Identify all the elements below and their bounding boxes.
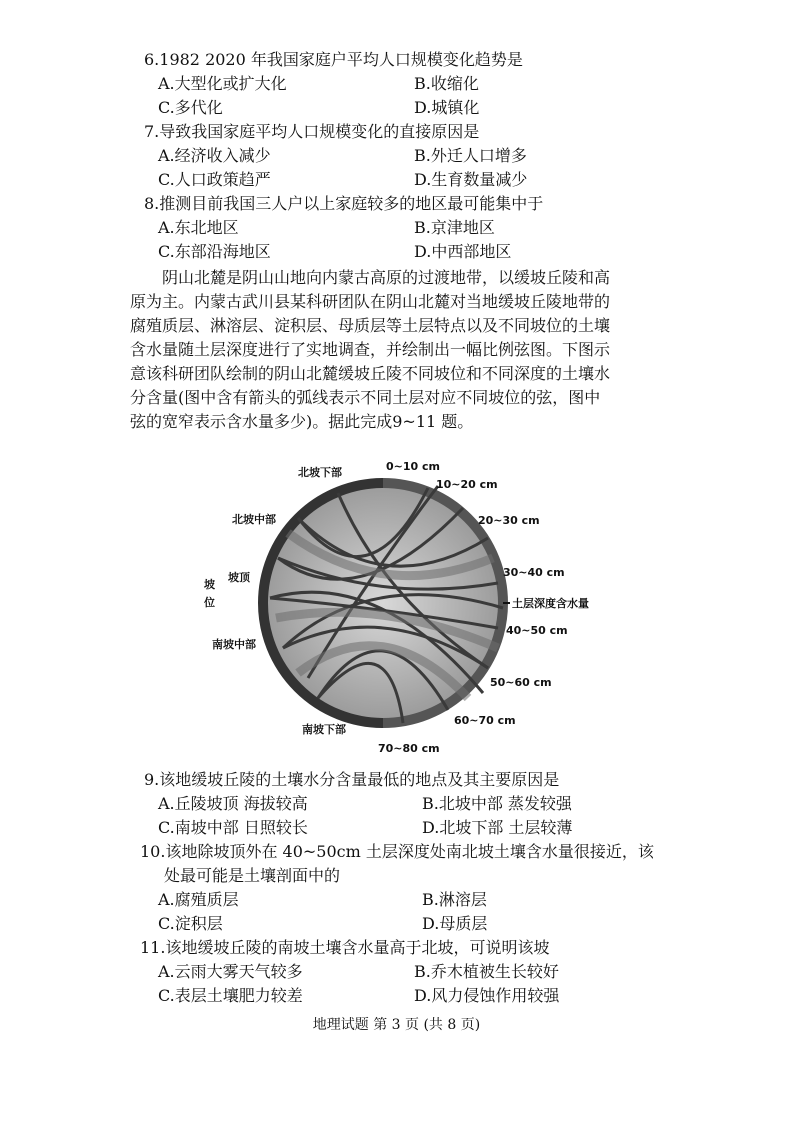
passage-line: 含水量随土层深度进行了实地调查，并绘制出一幅比例弦图。下图示 [130,340,611,359]
question-10-stem-cont: 处最可能是土壤剖面中的 [164,866,341,885]
label-depth-10-20: 10~20 cm [436,478,498,491]
question-10-stem: 10.该地除坡顶外在 40~50cm 土层深度处南北坡土壤含水量很接近，该 [140,842,654,861]
label-depth-30-40: 30~40 cm [503,566,565,579]
question-11-option-c[interactable]: C.表层土壤肥力较差 [158,986,303,1005]
question-10-option-d[interactable]: D.母质层 [422,914,488,933]
question-9-option-a[interactable]: A.丘陵坡顶 海拔较高 [158,794,308,813]
passage-line: 弦的宽窄表示含水量多少)。据此完成9~11 题。 [130,412,474,431]
axis-label-slope-2: 位 [204,596,215,609]
question-8-option-c[interactable]: C.东部沿海地区 [158,242,271,261]
passage-line: 腐殖质层、淋溶层、淀积层、母质层等土层特点以及不同坡位的土壤 [130,316,611,335]
label-depth-50-60: 50~60 cm [490,676,552,689]
passage-line: 分含量(图中含有箭头的弧线表示不同土层对应不同坡位的弦，图中 [130,388,601,407]
label-top: 坡顶 [228,571,250,584]
question-7-option-a[interactable]: A.经济收入减少 [158,146,271,165]
chord-diagram [198,448,608,768]
question-10-option-a[interactable]: A.腐殖质层 [158,890,239,909]
label-depth-70-80: 70~80 cm [378,742,440,755]
label-depth-20-30: 20~30 cm [478,514,540,527]
question-11-stem: 11.该地缓坡丘陵的南坡土壤含水量高于北坡，可说明该坡 [140,938,550,957]
question-9-option-d[interactable]: D.北坡下部 土层较薄 [422,818,573,837]
question-7-stem: 7.导致我国家庭平均人口规模变化的直接原因是 [144,122,480,141]
question-6-option-d[interactable]: D.城镇化 [414,98,480,117]
label-south-lower: 南坡下部 [302,723,346,736]
question-8-stem: 8.推测目前我国三人户以上家庭较多的地区最可能集中于 [144,194,544,213]
question-10-option-b[interactable]: B.淋溶层 [422,890,487,909]
axis-label-slope-1: 坡 [204,578,215,591]
question-7-option-b[interactable]: B.外迁人口增多 [414,146,527,165]
question-8-option-a[interactable]: A.东北地区 [158,218,239,237]
question-6-option-b[interactable]: B.收缩化 [414,74,479,93]
passage-line: 意该科研团队绘制的阴山北麓缓坡丘陵不同坡位和不同深度的土壤水 [130,364,611,383]
question-6-option-a[interactable]: A.大型化或扩大化 [158,74,287,93]
passage-line: 阴山北麓是阴山山地向内蒙古高原的过渡地带，以缓坡丘陵和高 [162,268,611,287]
question-8-option-d[interactable]: D.中西部地区 [414,242,512,261]
label-depth-0-10: 0~10 cm [386,460,440,473]
question-11-option-a[interactable]: A.云雨大雾天气较多 [158,962,303,981]
question-9-option-c[interactable]: C.南坡中部 日照较长 [158,818,308,837]
passage-line: 原为主。内蒙古武川县某科研团队在阴山北麓对当地缓坡丘陵地带的 [130,292,611,311]
question-6-stem: 6.1982 2020 年我国家庭户平均人口规模变化趋势是 [144,50,523,69]
label-depth-40-50: 40~50 cm [506,624,568,637]
question-11-option-d[interactable]: D.风力侵蚀作用较强 [414,986,560,1005]
label-south-middle: 南坡中部 [212,638,256,651]
page-footer: 地理试题 第 3 页 (共 8 页) [312,1017,481,1033]
label-depth-60-70: 60~70 cm [454,714,516,727]
question-8-option-b[interactable]: B.京津地区 [414,218,495,237]
question-10-option-c[interactable]: C.淀积层 [158,914,223,933]
question-6-option-c[interactable]: C.多代化 [158,98,223,117]
label-north-lower: 北坡下部 [298,466,342,479]
question-7-option-c[interactable]: C.人口政策趋严 [158,170,271,189]
question-11-option-b[interactable]: B.乔木植被生长较好 [414,962,559,981]
question-7-option-d[interactable]: D.生育数量减少 [414,170,528,189]
question-9-option-b[interactable]: B.北坡中部 蒸发较强 [422,794,572,813]
question-9-stem: 9.该地缓坡丘陵的土壤水分含量最低的地点及其主要原因是 [144,770,560,789]
label-north-middle: 北坡中部 [232,513,276,526]
label-depth-moisture-title: 土层深度含水量 [512,597,589,610]
